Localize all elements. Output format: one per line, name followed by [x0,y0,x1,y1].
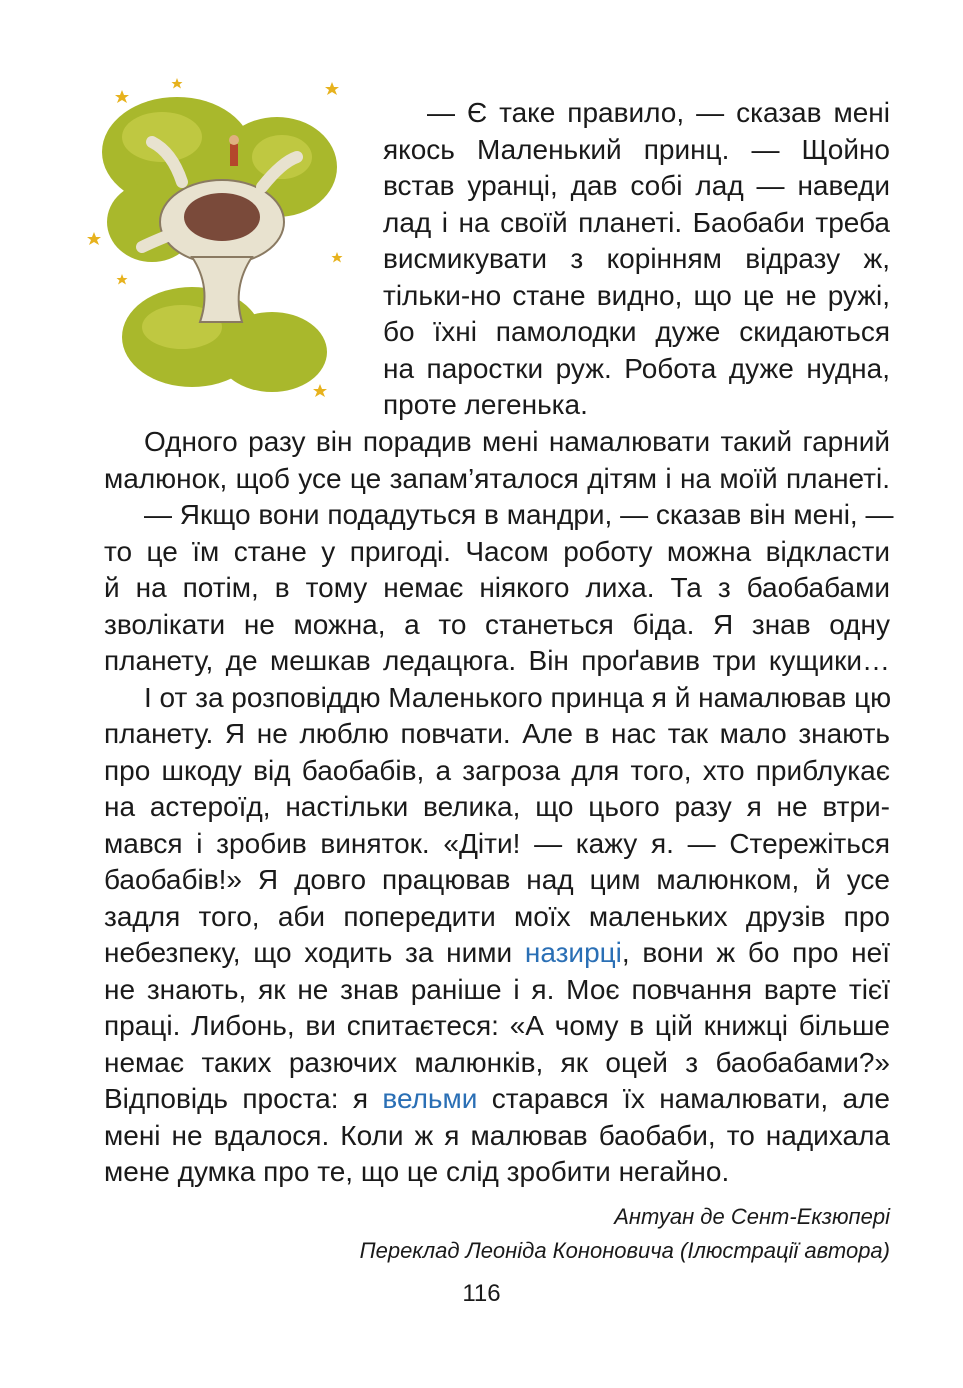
text-line: мені не вдалося. Коли ж я малював баобаби, то надихала [104,1119,890,1151]
text-line-with-glossary-word: небезпеку, що ходить за ними назирці, вони ж бо про неї [104,937,890,968]
text-line: не знають, як не знав раніше і я. Моє повчання варте тієї [104,973,890,1005]
text-line: про шкоду від баобабів, а загроза для того, хто приблукає [104,754,890,786]
text-line: мався і зробив виняток. «Діти! — кажу я. — Стережіться [104,827,890,859]
text-line: й на потім, в тому немає ніякого лиха. Та з баобабами [104,572,890,603]
text-line: Одного разу він порадив мені намалювати такий гарний [144,426,890,457]
opening-dialogue [383,95,890,424]
text-line: бо їхні памолодки дуже скидаються [383,316,890,347]
little-prince-figure [229,135,239,166]
text-line: баобабів!» Я довго працював над цим малюнком, й усе [104,864,890,895]
glossary-word-velmy[interactable]: вельми [382,1083,478,1114]
text-line: то це їм стане у пригоді. Часом роботу можна відкласти [104,535,890,567]
glossary-word-nazyrtsi[interactable]: назирці [524,937,622,968]
text-line: на паростки руж. Робота дуже нудна, [383,352,890,384]
text-line: планету. Я не люблю повчати. Але в нас так мало знають [104,718,890,749]
text-line: праці. Либонь, ви спитаєтеся: «А чому в цій книжці більше [104,1010,890,1041]
text-line: — Якщо вони подадуться в мандри, — сказав він мені, — [144,499,894,530]
text-line-with-glossary-word: Відповідь проста: я вельми старався їх намалювати, але [104,1083,891,1114]
text-line: І от за розповіддю Маленького принца я й намалював цю [144,681,892,713]
text-line: тільки-но стане видно, що це не ружі, [383,279,890,311]
text-line: планету, де мешкав ледацюга. Він проґавив три кущики… [104,645,890,676]
baobab-planet-illustration [82,72,372,402]
text-line: мене думка про те, що це слід зробити негайно. [104,1156,730,1187]
translation-credit: Переклад Леоніда Кононовича (Ілюстрації автора) [359,1238,890,1263]
text-line: — Є таке правило, — сказав мені [427,97,890,128]
text-line: встав уранці, дав собі лад — наведи [383,170,890,201]
main-text [104,424,894,1191]
text-line: якось Маленький принц. — Щойно [383,133,890,165]
page-number: 116 [462,1280,501,1307]
text-line: лад і на своїй планеті. Баобаби треба [383,206,890,238]
text-line: задля того, аби попередити моїх маленьких друзів про [104,900,890,932]
text-line: малюнок, щоб усе це запам’яталося дітям і на моїй планеті. [104,462,890,494]
text-line: немає таких разючих малюнків, як оцей з баобабами?» [104,1046,890,1078]
author-attribution: Антуан де Сент-Екзюпері [614,1204,890,1229]
text-line: проте легенька. [383,389,588,420]
text-line: на астероїд, настільки велика, що цього разу я не втри- [104,791,890,822]
text-line: висмикувати з корінням відразу ж, [383,243,890,274]
text-line: зволікати не можна, а то станеться біда. Я знав одну [104,608,890,640]
